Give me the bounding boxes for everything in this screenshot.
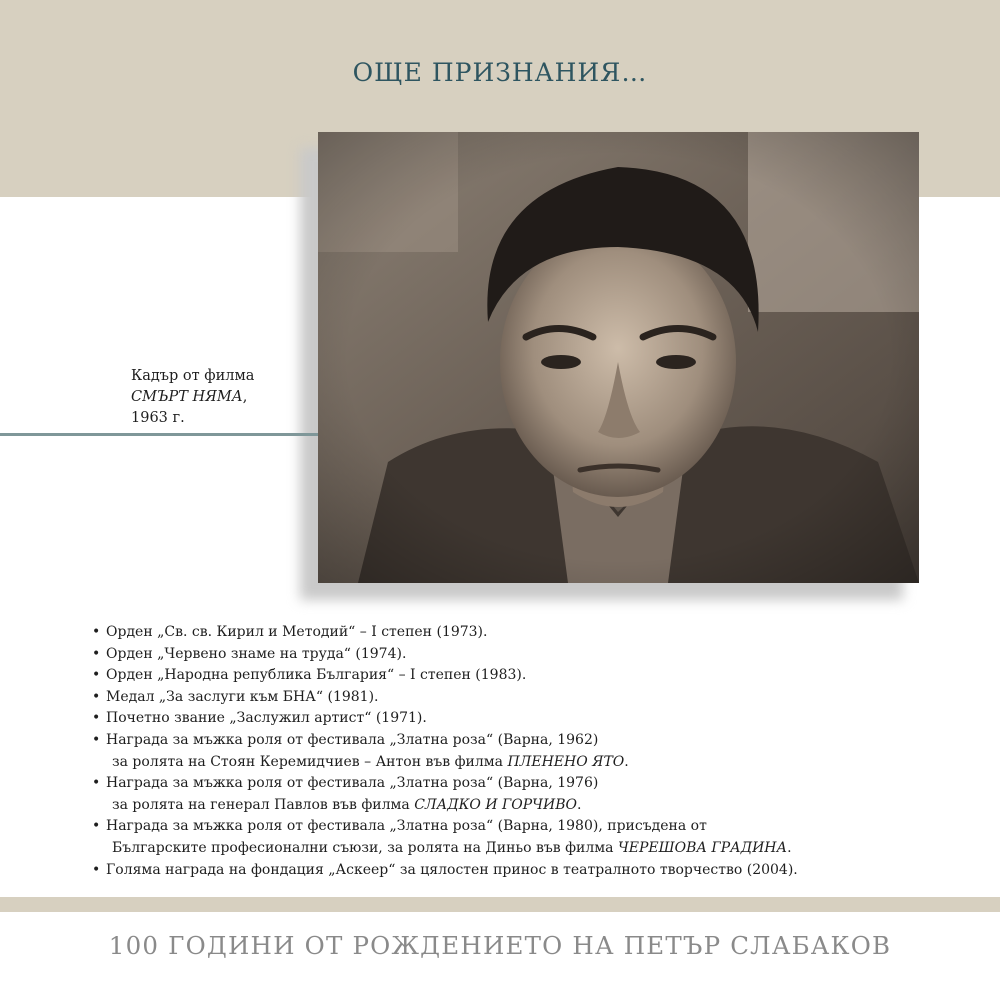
caption-year: 1963 г.: [131, 410, 185, 426]
caption-film-title: СМЪРТ НЯМА: [131, 389, 243, 405]
award-text: Голяма награда на фондация „Аскеер“ за цялостен принос в театралното творчество (2004).: [106, 861, 798, 878]
award-continuation: [106, 838, 952, 860]
award-role: Българските професионални съюзи, за ролята на Диньо във филма: [112, 839, 618, 856]
award-end: .: [576, 796, 582, 813]
award-continuation: [106, 752, 952, 774]
page-title: ОЩЕ ПРИЗНАНИЯ…: [352, 58, 648, 87]
award-end: .: [624, 753, 629, 770]
award-film-title: СЛАДКО И ГОРЧИВО: [414, 796, 577, 813]
award-role: за ролята на генерал Павлов във филма: [112, 796, 415, 813]
photo-caption: [131, 366, 311, 429]
award-text: Орден „Народна република България“ – I степен (1983).: [106, 667, 527, 684]
award-item: [92, 773, 952, 816]
award-film-title: ЧЕРЕШОВА ГРАДИНА: [617, 839, 788, 856]
award-item: [92, 644, 952, 666]
award-text: Орден „Червено знаме на труда“ (1974).: [106, 645, 407, 662]
award-text: Почетно звание „Заслужил артист“ (1971).: [106, 710, 427, 727]
award-role: за ролята на Стоян Керемидчиев – Антон във филма: [112, 753, 508, 770]
page-footer: 100 ГОДИНИ ОТ РОЖДЕНИЕТО НА ПЕТЪР СЛАБАКОВ: [108, 931, 892, 960]
award-item: [92, 687, 952, 709]
award-text: Орден „Св. св. Кирил и Методий“ – I степен (1973).: [106, 624, 488, 640]
award-end: .: [787, 839, 792, 856]
award-text: Медал „За заслуги към БНА“ (1981).: [106, 688, 379, 705]
caption-rule: [0, 433, 318, 436]
award-item: [92, 730, 952, 773]
award-film-title: ПЛЕНЕНО ЯТО: [507, 753, 625, 770]
bottom-band: [0, 897, 1000, 912]
caption-line-1: Кадър от филма: [131, 368, 255, 384]
award-item: [92, 622, 952, 644]
film-still-portrait: [318, 132, 919, 583]
caption-line-2: [131, 387, 311, 408]
award-text: Награда за мъжка роля от фестивала „Златна роза“ (Варна, 1976): [106, 775, 599, 792]
award-item: [92, 860, 952, 882]
award-continuation: [106, 795, 952, 817]
film-still-photo: [318, 132, 919, 583]
award-text: Награда за мъжка роля от фестивала „Златна роза“ (Варна, 1980), присъдена от: [106, 818, 707, 835]
award-text: Награда за мъжка роля от фестивала „Златна роза“ (Варна, 1962): [106, 731, 599, 748]
award-item: [92, 708, 952, 730]
caption-comma: ,: [242, 389, 248, 405]
award-item: [92, 665, 952, 687]
award-item: [92, 816, 952, 859]
awards-list: [92, 622, 952, 881]
